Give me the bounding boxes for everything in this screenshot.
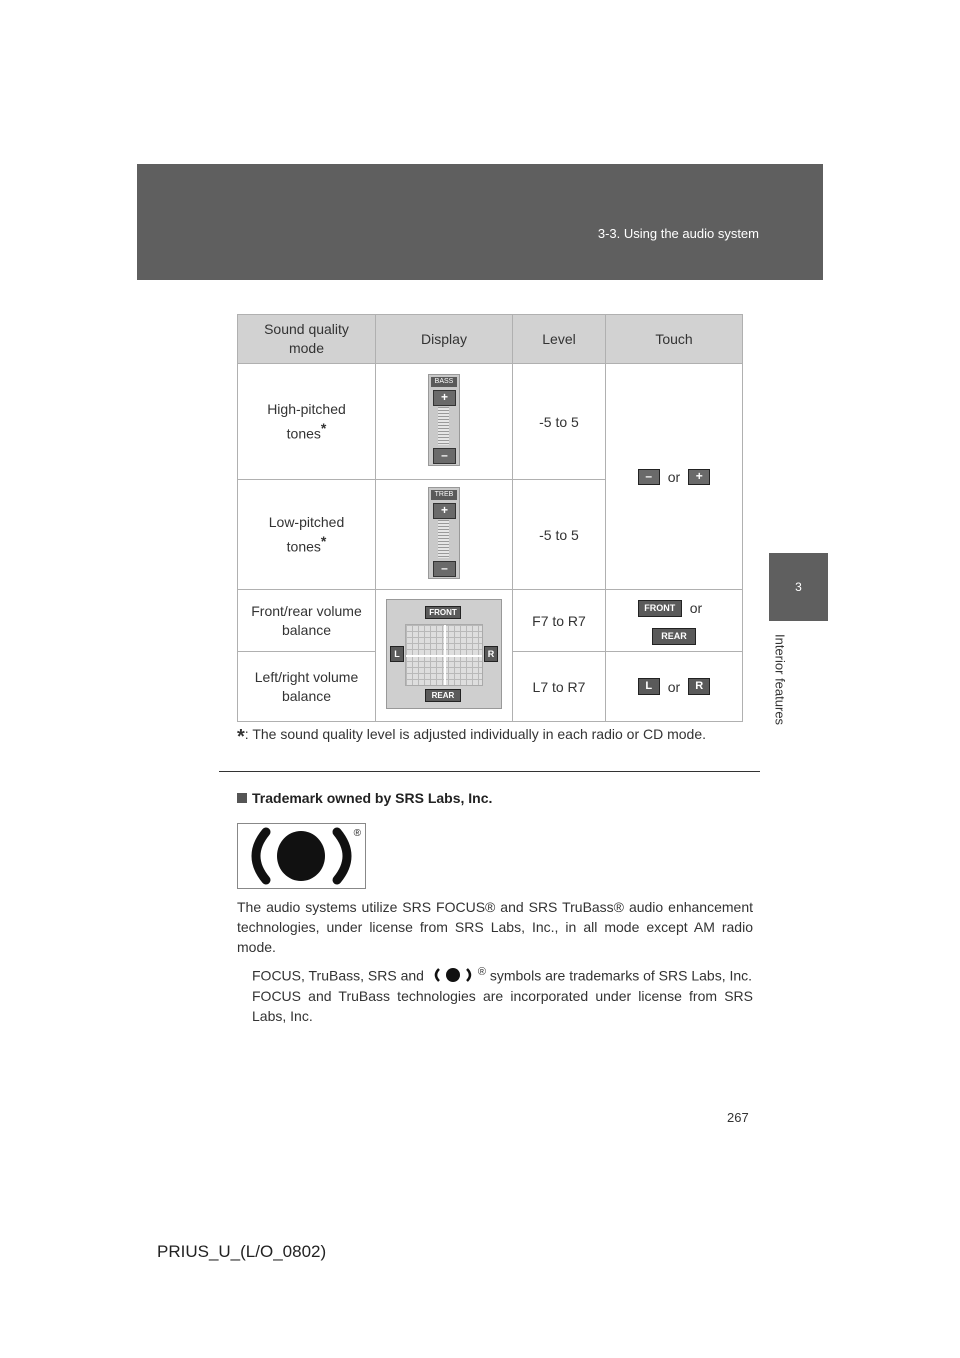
level-cell: -5 to 5 bbox=[513, 480, 606, 590]
rear-label: REAR bbox=[425, 689, 461, 702]
slider-track bbox=[438, 407, 449, 445]
treble-slider-image bbox=[428, 487, 460, 579]
col-header-display: Display bbox=[376, 315, 513, 364]
minus-icon: – bbox=[433, 448, 456, 464]
balance-display-image bbox=[386, 599, 502, 709]
minus-button-icon: – bbox=[638, 469, 660, 485]
slider-label: BASS bbox=[431, 377, 457, 387]
plus-icon: + bbox=[433, 503, 456, 519]
mode-cell: Low-pitched tones* bbox=[238, 480, 376, 590]
mode-cell: Front/rear volume balance bbox=[238, 590, 376, 652]
table-header-row bbox=[238, 315, 743, 364]
srs-symbol-icon bbox=[430, 967, 476, 983]
footnote: *: The sound quality level is adjusted individually in each radio or CD mode. bbox=[237, 726, 707, 748]
touch-cell: – or + bbox=[606, 364, 743, 590]
col-header-mode: Sound quality mode bbox=[238, 315, 376, 364]
right-label: R bbox=[484, 646, 498, 662]
front-button-icon: FRONT bbox=[638, 600, 682, 617]
col-header-touch: Touch bbox=[606, 315, 743, 364]
touch-cell: FRONT or REAR bbox=[606, 590, 743, 652]
slider-track bbox=[438, 520, 449, 558]
front-label: FRONT bbox=[425, 606, 461, 619]
balance-grid bbox=[405, 624, 483, 686]
plus-button-icon: + bbox=[688, 469, 710, 485]
page-header bbox=[137, 164, 823, 280]
slider-label: TREB bbox=[431, 490, 457, 500]
section-title: 3-3. Using the audio system bbox=[597, 226, 759, 241]
left-label: L bbox=[390, 646, 404, 662]
trademark-notice: FOCUS, TruBass, SRS and ® symbols are trademarks of SRS Labs, Inc. FOCUS and TruBass technologies are incorporated under license from SRS Labs, Inc. bbox=[252, 966, 753, 1024]
srs-logo-icon bbox=[238, 824, 365, 888]
chapter-tab-label: Interior features bbox=[772, 634, 788, 726]
srs-logo bbox=[237, 823, 366, 889]
trademark-heading: Trademark owned by SRS Labs, Inc. bbox=[237, 790, 492, 806]
touch-cell: L or R bbox=[606, 652, 743, 722]
left-button-icon: L bbox=[638, 678, 660, 695]
display-cell bbox=[376, 590, 513, 722]
section-divider bbox=[219, 771, 760, 772]
display-cell bbox=[376, 364, 513, 480]
footnote-marker: * bbox=[237, 726, 245, 748]
level-cell: F7 to R7 bbox=[513, 590, 606, 652]
mode-cell: High-pitched tones* bbox=[238, 364, 376, 480]
square-bullet-icon bbox=[237, 793, 247, 803]
registered-mark: ® bbox=[477, 966, 486, 978]
bass-slider-image bbox=[428, 374, 460, 466]
document-code: PRIUS_U_(L/O_0802) bbox=[157, 1242, 327, 1261]
col-header-level: Level bbox=[513, 315, 606, 364]
level-cell: -5 to 5 bbox=[513, 364, 606, 480]
level-cell: L7 to R7 bbox=[513, 652, 606, 722]
minus-icon: – bbox=[433, 561, 456, 577]
display-cell bbox=[376, 480, 513, 590]
table-row bbox=[238, 364, 743, 480]
rear-button-icon: REAR bbox=[652, 628, 696, 645]
asterisk: * bbox=[320, 419, 327, 436]
registered-mark: ® bbox=[353, 828, 361, 839]
asterisk: * bbox=[320, 532, 327, 549]
right-button-icon: R bbox=[688, 678, 710, 695]
mode-cell: Left/right volume balance bbox=[238, 652, 376, 722]
page-number: 267 bbox=[727, 1110, 749, 1125]
table-row bbox=[238, 590, 743, 652]
sound-settings-table bbox=[237, 314, 743, 722]
trademark-paragraph: The audio systems utilize SRS FOCUS® and SRS TruBass® audio enhancement technologies, under license from SRS Labs, Inc., in all mode except AM radio mode. bbox=[237, 899, 753, 955]
chapter-tab-number: 3 bbox=[769, 553, 828, 621]
plus-icon: + bbox=[433, 390, 456, 406]
